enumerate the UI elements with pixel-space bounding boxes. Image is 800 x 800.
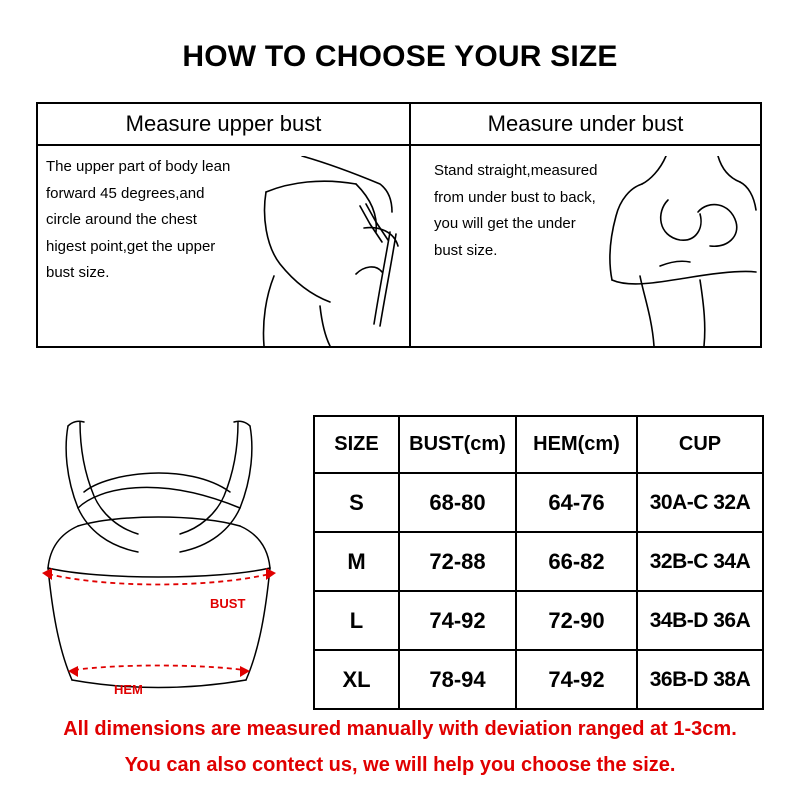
instruction-line: bust size. [46,264,110,281]
column-header-hem: HEM(cm) [516,416,637,473]
under-bust-instructions [434,158,597,264]
under-bust-illustration [600,156,758,346]
column-header-cup: CUP [637,416,763,473]
size-cell: XL [314,650,399,709]
table-row [314,473,763,532]
upper-bust-illustration [260,156,404,346]
size-cell: S [314,473,399,532]
column-header-size: SIZE [314,416,399,473]
hem-cell: 74-92 [516,650,637,709]
table-row [314,532,763,591]
size-chart-table [313,415,764,710]
upper-bust-instructions [46,154,230,287]
table-row [314,591,763,650]
instruction-line: from under bust to back, [434,188,596,206]
bust-cell: 72-88 [399,532,516,591]
hem-cell: 66-82 [516,532,637,591]
cup-cell: 36B-D 38A [637,650,763,709]
cup-cell: 32B-C 34A [637,532,763,591]
header-divider [38,144,760,146]
hem-cell: 64-76 [516,473,637,532]
bust-cell: 68-80 [399,473,516,532]
garment-outline [48,421,270,687]
measure-lines [48,574,270,670]
size-cell: L [314,591,399,650]
cup-cell: 30A-C 32A [637,473,763,532]
instruction-line: higest point,get the upper [46,237,216,255]
deviation-note: All dimensions are measured manually with deviation ranged at 1-3cm. [63,718,737,740]
instruction-line: The upper part of body lean [46,158,231,175]
table-row [314,650,763,709]
bust-label: BUST [210,596,246,611]
garment-diagram [38,418,298,708]
upper-bust-heading: Measure upper bust [125,111,322,136]
instruction-line: you will get the under [434,215,576,232]
column-header-bust: BUST(cm) [399,416,516,473]
contact-note: You can also contect us, we will help you choose the size. [124,754,676,776]
hem-cell: 72-90 [516,591,637,650]
table-header-row [314,416,763,473]
hem-label: HEM [114,682,143,697]
instruction-line: Stand straight,measured [434,162,598,179]
measurement-guide [36,102,762,348]
cup-cell: 34B-D 36A [637,591,763,650]
instruction-line: circle around the chest [46,211,197,228]
page-title: HOW TO CHOOSE YOUR SIZE [182,40,618,73]
instruction-line: forward 45 degrees,and [46,184,205,202]
size-cell: M [314,532,399,591]
bust-cell: 74-92 [399,591,516,650]
under-bust-heading: Measure under bust [487,111,684,136]
bust-cell: 78-94 [399,650,516,709]
instruction-line: bust size. [434,241,498,259]
